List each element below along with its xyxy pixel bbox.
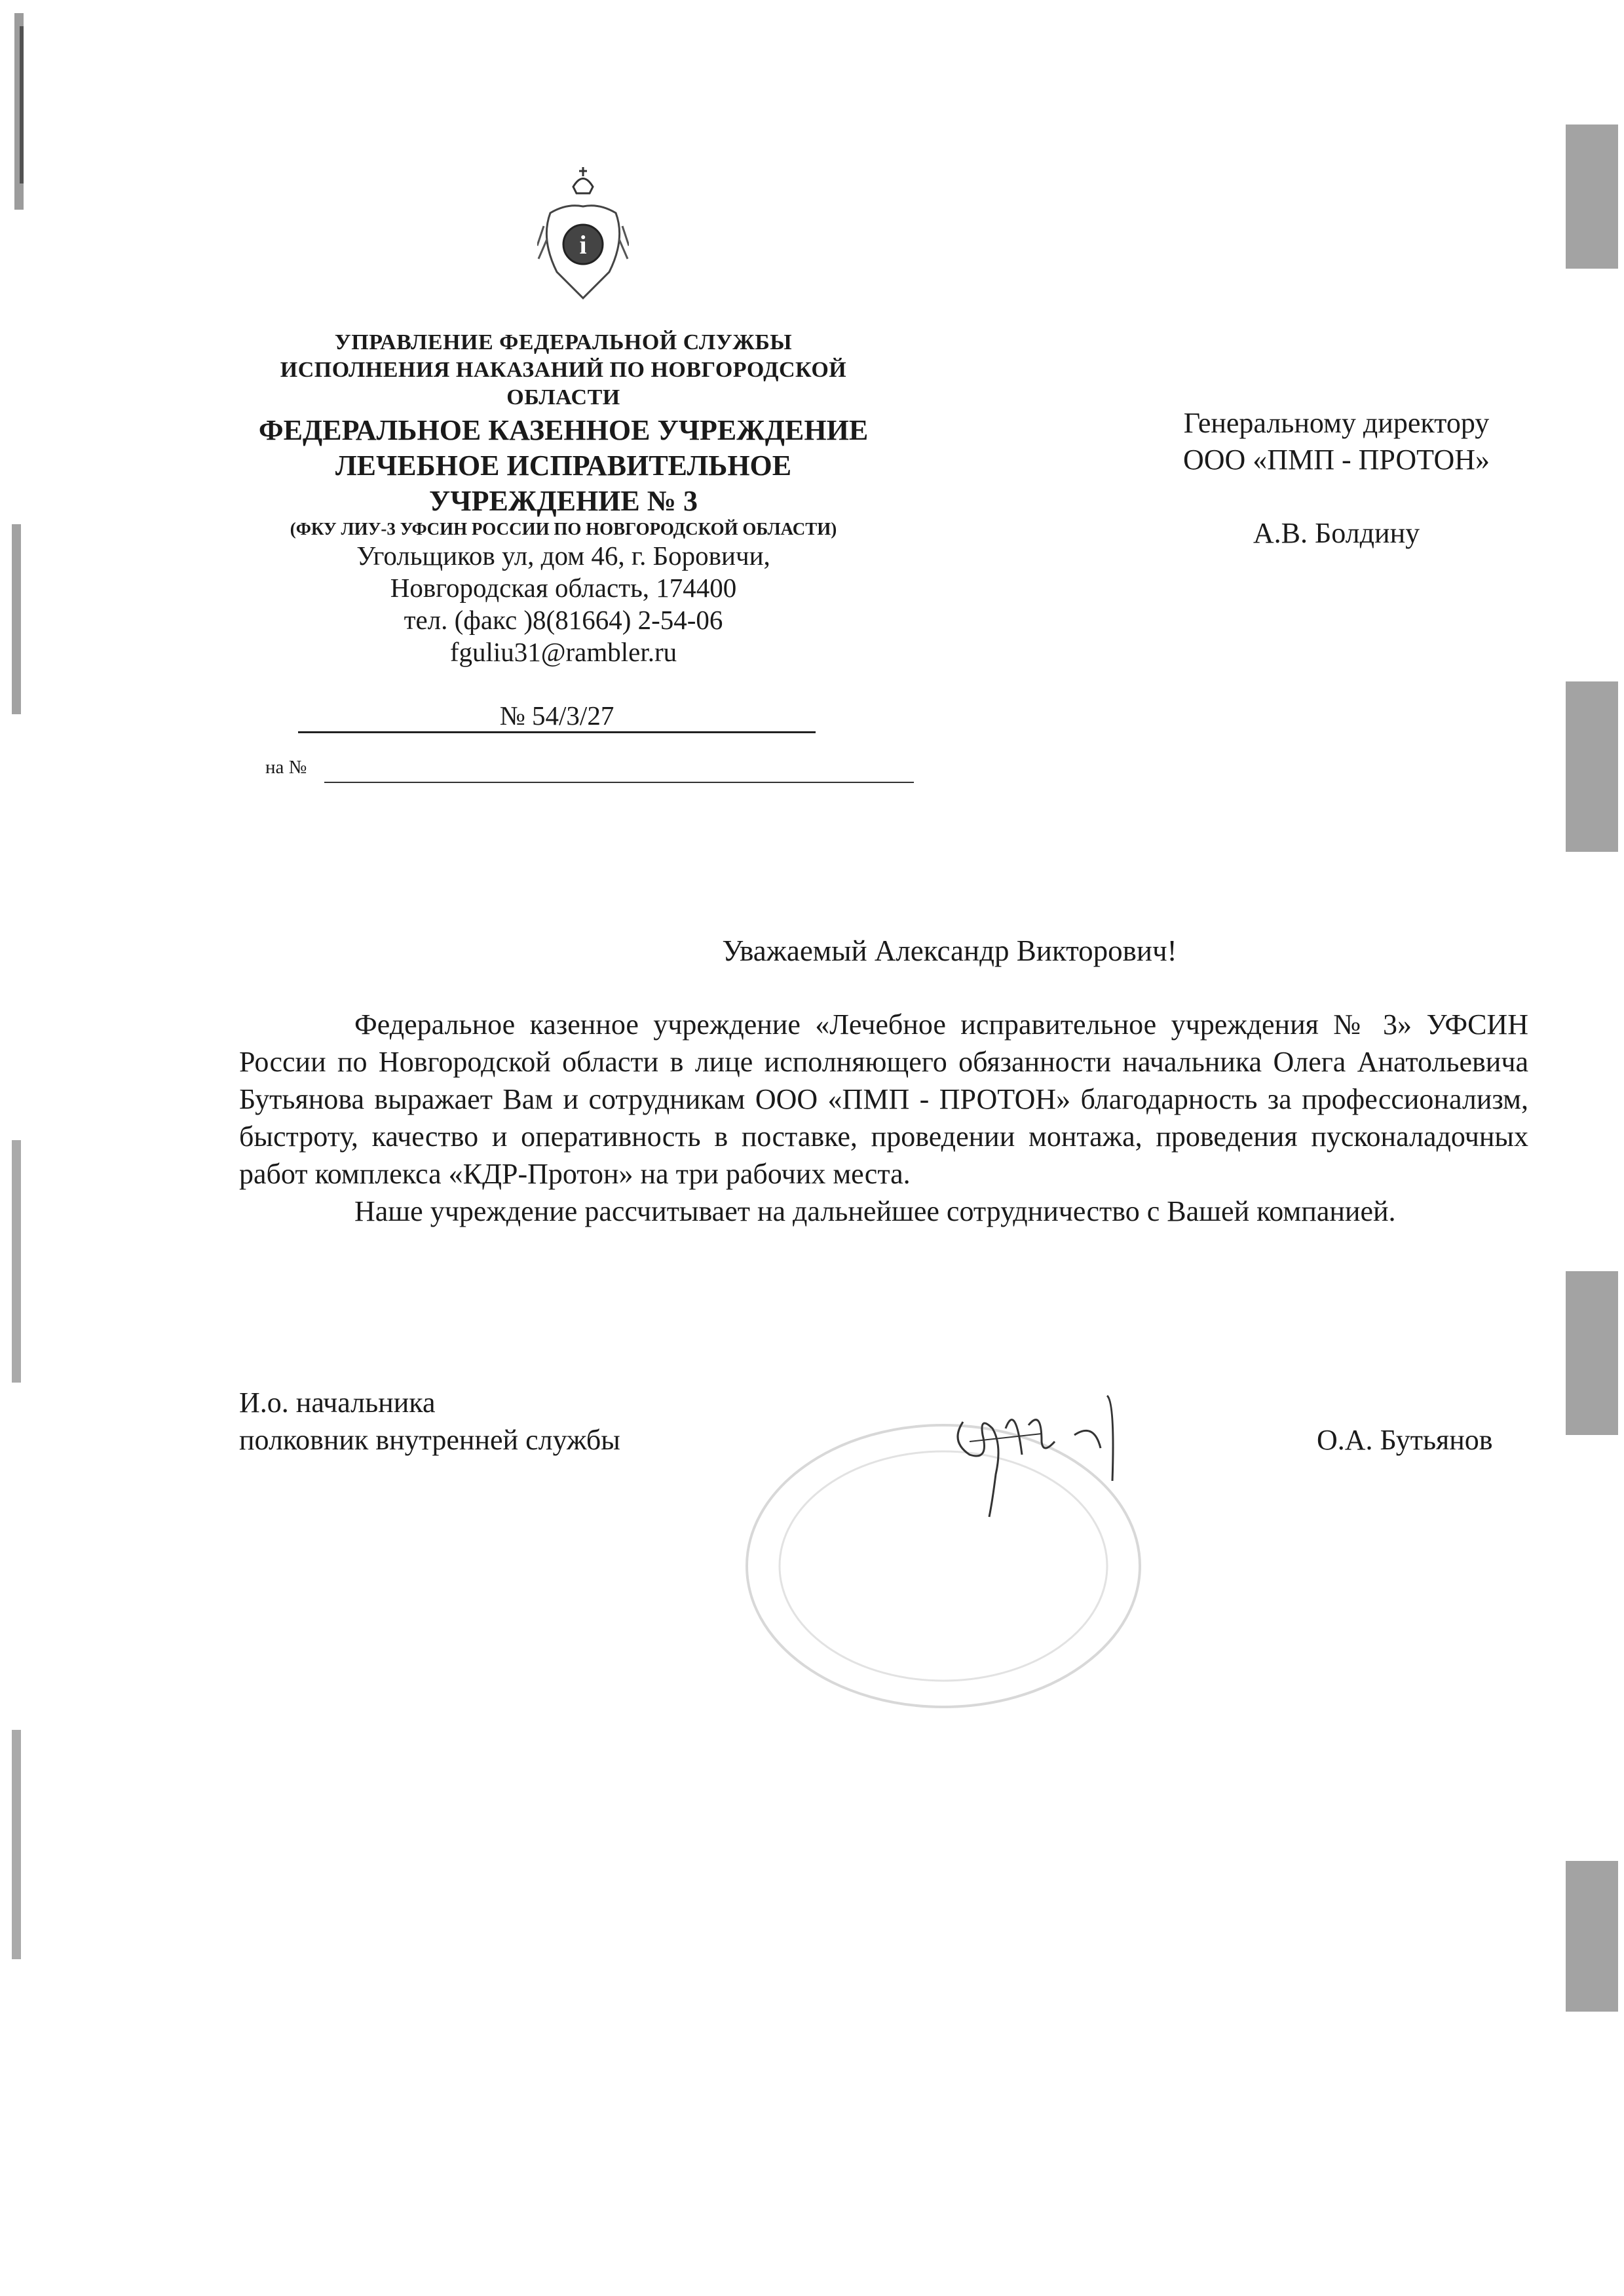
scan-artifact-right-mid2 [1559, 1271, 1624, 1442]
greeting: Уважаемый Александр Викторович! [722, 934, 1177, 967]
body-paragraph-2: Наше учреждение рассчитывает на дальнейшее сотрудничество с Вашей компанией. [354, 1195, 1396, 1227]
scan-artifact-left-mid2 [0, 1140, 39, 1389]
incoming-ref-line [324, 782, 914, 783]
svg-text:i: i [579, 230, 587, 259]
letter-body [239, 1006, 1528, 1230]
signatory-title1: И.о. начальника [239, 1387, 436, 1419]
recipient-block [1101, 405, 1572, 552]
incoming-ref-label: на № [265, 757, 307, 778]
recipient-line1: Генеральному директору [1183, 407, 1490, 439]
header-line5: ЛЕЧЕБНОЕ ИСПРАВИТЕЛЬНОЕ [335, 450, 792, 482]
header-line4: ФЕДЕРАЛЬНОЕ КАЗЕННОЕ УЧРЕЖДЕНИЕ [258, 414, 869, 446]
scan-artifact-left-mid1 [0, 524, 39, 721]
handwritten-signature [943, 1363, 1153, 1520]
header-address1: Угольщиков ул, дом 46, г. Боровичи, [356, 541, 770, 571]
header-address2: Новгородская область, 174400 [390, 573, 737, 603]
scan-artifact-right-top [1559, 124, 1624, 275]
header-line6: УЧРЕЖДЕНИЕ № 3 [429, 485, 698, 517]
scan-artifact-left-top [0, 0, 39, 216]
body-paragraph-1: Федеральное казенное учреждение «Лечебное исправительное учреждения № 3» УФСИН России по Новгородской области в лице исполняющего обязанности начальника Олега Анатольевича Бутьянова выражает Вам и сотрудникам ООО «ПМП - ПРОТОН» благодарность за профессионализм, быстроту, качество и оперативность в поставке, проведении монтажа, проведения пусконаладочных работ комплекса «КДР-Протон» на три рабочих места. [239, 1008, 1528, 1190]
header-phone: тел. (факс )8(81664) 2-54-06 [404, 605, 723, 635]
org-header [236, 329, 891, 668]
header-short-name: (ФКУ ЛИУ-3 УФСИН РОССИИ ПО НОВГОРОДСКОЙ ОБЛАСТИ) [290, 519, 837, 539]
outgoing-ref-number: № 54/3/27 [298, 700, 816, 733]
recipient-name: А.В. Болдину [1253, 517, 1420, 549]
recipient-line2: ООО «ПМП - ПРОТОН» [1182, 444, 1490, 476]
header-line1: УПРАВЛЕНИЕ ФЕДЕРАЛЬНОЙ СЛУЖБЫ [334, 330, 793, 354]
header-line3: ОБЛАСТИ [506, 385, 620, 410]
header-line2: ИСПОЛНЕНИЯ НАКАЗАНИЙ ПО НОВГОРОДСКОЙ [280, 358, 847, 382]
scan-artifact-left-bottom [0, 1730, 39, 1966]
fsin-emblem-icon [537, 167, 629, 301]
header-email: fguliu31@rambler.ru [449, 637, 677, 667]
signatory-title2: полковник внутренней службы [239, 1424, 620, 1456]
signatory-name: О.А. Бутьянов [1317, 1424, 1493, 1456]
scan-artifact-right-bottom [1559, 1861, 1624, 2018]
signatory-title [239, 1384, 620, 1459]
scan-artifact-right-mid1 [1559, 681, 1624, 858]
